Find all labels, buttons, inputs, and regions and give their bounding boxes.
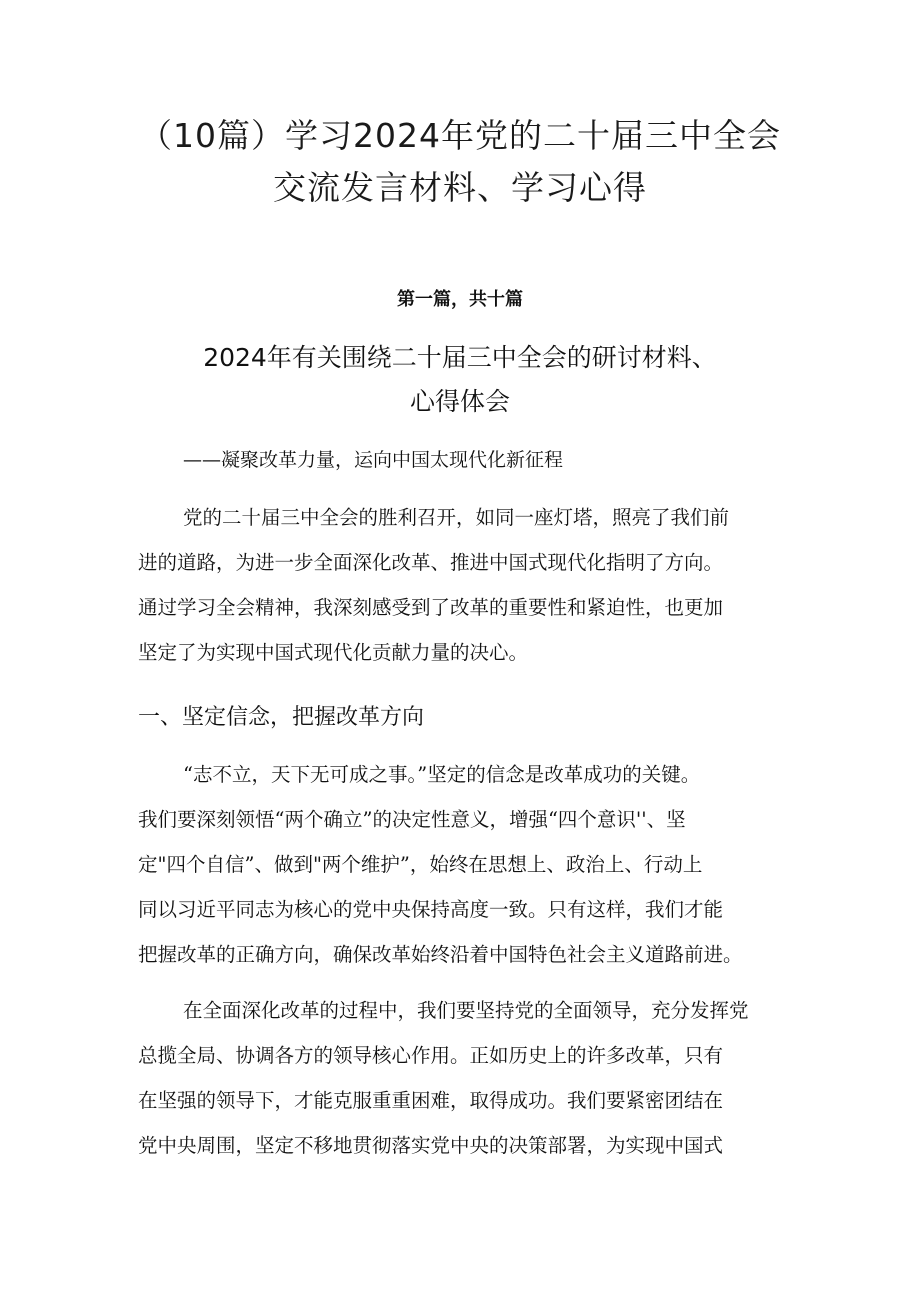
- paragraph-line: 在坚强的领导下，才能克服重重困难，取得成功。我们要紧密团结在: [138, 1089, 724, 1112]
- paragraph-beliefs: [138, 752, 798, 977]
- paragraph-line: 在全面深化改革的过程中，我们要坚持党的全面领导，充分发挥党: [183, 999, 749, 1022]
- paragraph-line: 进的道路，为进一步全面深化改革、推进中国式现代化指明了方向。: [138, 551, 724, 574]
- paragraph-line: 党中央周围，坚定不移地贯彻落实党中央的决策部署，为实现中国式: [138, 1134, 724, 1157]
- paragraph-line: 我们要深刻领悟“两个确立”的决定性意义，增强“四个意识''、坚: [138, 808, 686, 831]
- article-theme-line: ——凝聚改革力量，运向中国太现代化新征程: [183, 449, 564, 471]
- article-title-line-1: 2024年有关围绕二十届三中全会的研讨材料、: [203, 343, 717, 372]
- paragraph-line: 坚定了为实现中国式现代化贡献力量的决心。: [138, 641, 529, 664]
- paragraph-line: 总揽全局、协调各方的领导核心作用。正如历史上的许多改革，只有: [138, 1044, 724, 1067]
- paragraph-line: 同以习近平同志为核心的党中央保持高度一致。只有这样，我们才能: [138, 898, 724, 921]
- paragraph-line: “志不立，天下无可成之事。”坚定的信念是改革成功的关键。: [183, 763, 701, 786]
- paragraph-line: 党的二十届三中全会的胜利召开，如同一座灯塔，照亮了我们前: [183, 506, 730, 529]
- part-label: 第一篇，共十篇: [397, 289, 523, 310]
- document-title-line-2: 交流发言材料、学习心得: [273, 168, 647, 207]
- article-title-line-2: 心得体会: [409, 387, 510, 416]
- paragraph-line: 把握改革的正确方向，确保改革始终沿着中国特色社会主义道路前进。: [138, 943, 743, 966]
- paragraph-line: 定"四个自信”、做到"两个维护”，始终在思想上、政治上、行动上: [138, 853, 703, 876]
- paragraph-intro: [138, 495, 798, 675]
- paragraph-leadership: [138, 988, 798, 1168]
- paragraph-line: 通过学习全会精神，我深刻感受到了改革的重要性和紧迫性，也更加: [138, 596, 724, 619]
- document-title-line-1: （10篇）学习2024年党的二十届三中全会: [139, 116, 781, 155]
- section-heading-1: 一、坚定信念，把握改革方向: [138, 705, 425, 730]
